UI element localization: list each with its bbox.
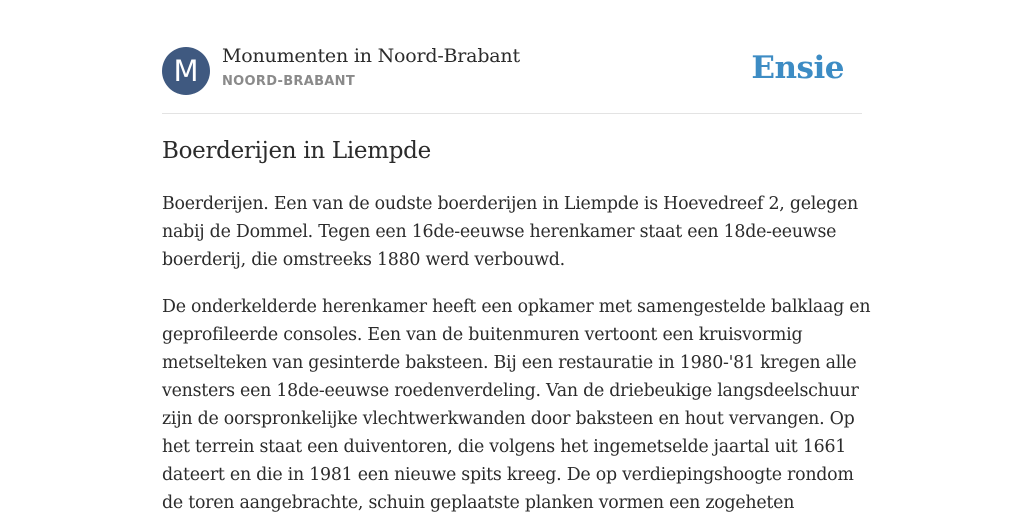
article-paragraph: Boerderijen. Een van de oudste boerderijen in Liempde is Hoevedreef 2, gelegen nabij de Dommel. Tegen een 16de-eeuwse herenkamer staat een 18de-eeuwse boerderij, die omstreeks 1880 werd verbouwd.: [162, 194, 858, 270]
source-header: [162, 0, 862, 114]
avatar[interactable]: M: [162, 47, 210, 95]
brand-logo[interactable]: Ensie: [751, 50, 844, 86]
source-subtitle: NOORD-BRABANT: [222, 74, 356, 89]
source-title-link[interactable]: Monumenten in Noord-Brabant: [222, 45, 520, 67]
article-title: Boerderijen in Liempde: [162, 138, 431, 164]
article-container: [162, 0, 871, 512]
article-paragraph: De onderkelderde herenkamer heeft een opkamer met samengestelde balklaag en geprofileerde consoles. Een van de buitenmuren vertoont een kruisvormig metselteken van gesinterde baksteen. Bij een restauratie in 1980-'81 kregen alle vensters een 18de-eeuwse roedenverdeling. Van de driebeukige langsdeelschuur zijn de oorspronkelijke vlechtwerkwanden door baksteen en hout vervangen. Op het terrein staat een duiventoren, die volgens het ingemetselde jaartal uit 1661 dateert en die in 1981 een nieuwe spits kreeg. De op verdiepingshoogte rondom de toren aangebrachte, schuin geplaatste planken vormen een zogeheten: [162, 297, 871, 512]
